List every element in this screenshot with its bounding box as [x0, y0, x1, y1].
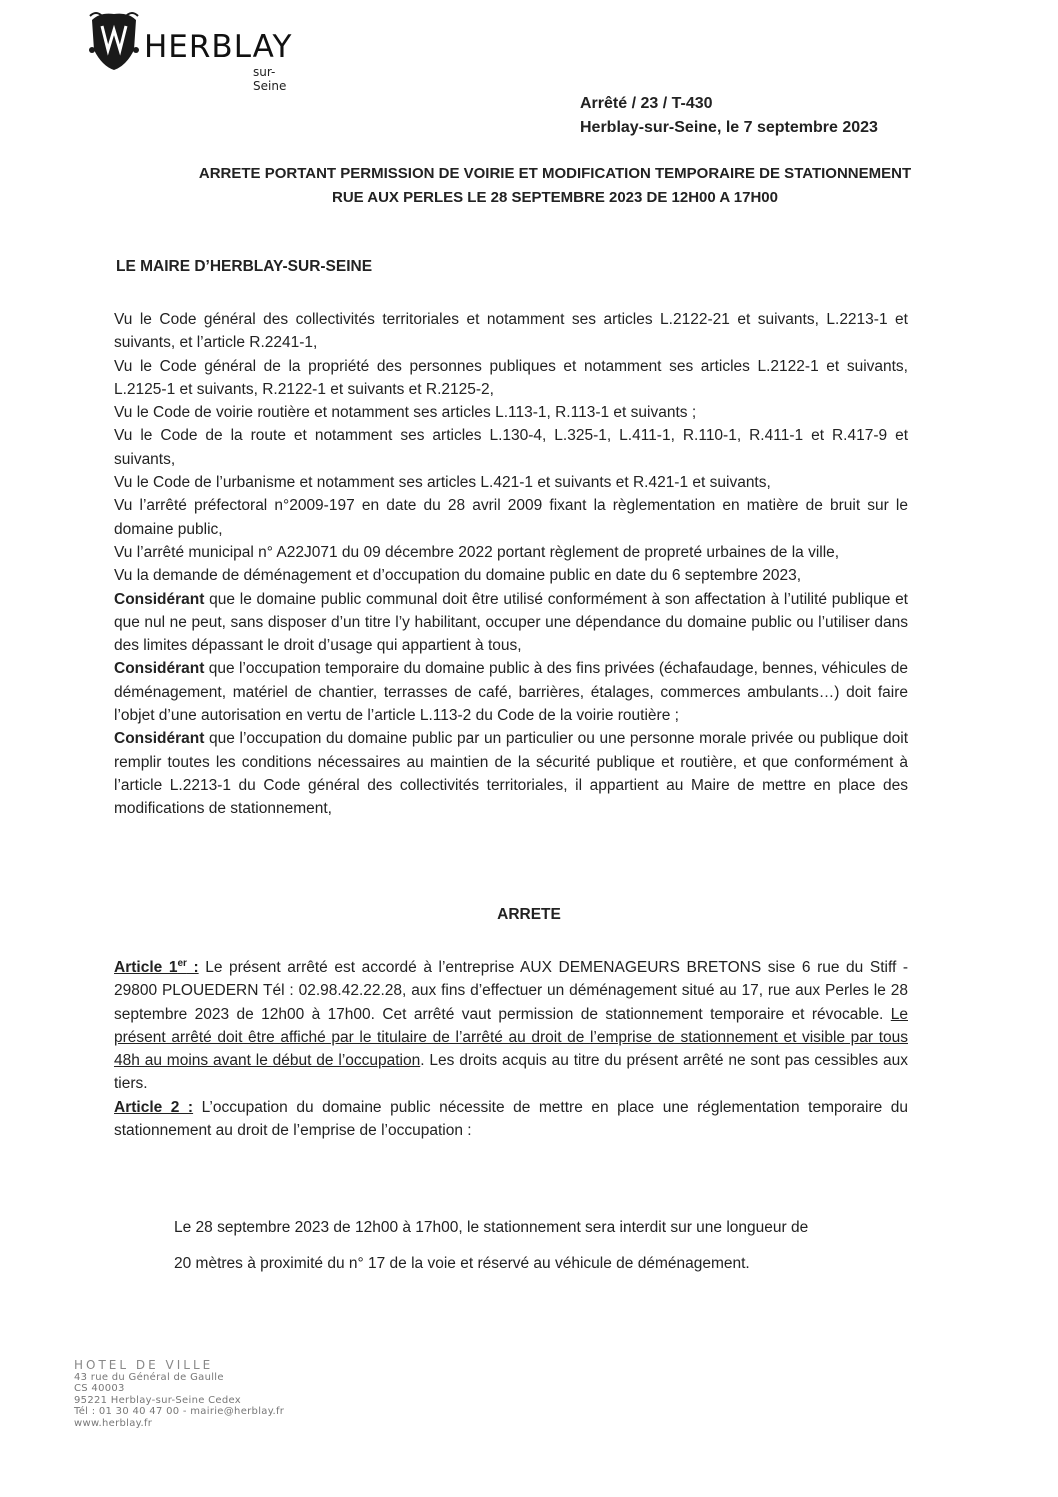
- logo-subtitle: sur-Seine: [253, 65, 287, 93]
- article-2: [114, 1096, 908, 1143]
- footer-line: 95221 Herblay-sur-Seine Cedex: [74, 1394, 242, 1406]
- visa-item: Vu le Code général des collectivités territoriales et notamment ses articles L.2122-21 et suivants, L.2213-1 et suivants, et l’article R.2241-1,: [114, 311, 908, 352]
- visa-item: Vu le Code de l’urbanisme et notamment ses articles L.421-1 et suivants et R.421-1 et suivants,: [114, 474, 771, 492]
- city-logo: [86, 10, 306, 93]
- article-1-label-colon: :: [186, 959, 199, 976]
- arrete-heading: ARRETE: [497, 906, 561, 923]
- town-hall-footer: [74, 1360, 284, 1429]
- footer-line: www.herblay.fr: [74, 1417, 153, 1429]
- footer-line: CS 40003: [74, 1383, 125, 1394]
- article-1-display-notice: Le présent arrêté doit être affiché par le titulaire de l’arrêté au droit de l’emprise de stationnement et visible par tous 48h au moins avant le début de l’occupation: [114, 1005, 908, 1070]
- article-1-label-text: Article 1: [114, 959, 178, 976]
- footer-heading: HOTEL DE VILLE: [74, 1358, 214, 1372]
- article-1: [114, 956, 908, 1096]
- considerant-item: [114, 727, 908, 820]
- considerant-item: [114, 588, 908, 658]
- articles: [114, 956, 908, 1142]
- parking-measure-line-1: Le 28 septembre 2023 de 12h00 à 17h00, le stationnement sera interdit sur une longueur de: [174, 1219, 809, 1236]
- footer-line: 43 rue du Général de Gaulle: [74, 1371, 224, 1383]
- coat-of-arms-icon: [86, 10, 142, 72]
- considerant-text: que l’occupation temporaire du domaine public à des fins privées (échafaudage, bennes, véhicules de déménagement, matériel de chantier, terrasses de café, barrières, étalages, commerces ambulants…) doit faire l’objet d’une autorisation en vertu de l’article L.113-2 du Code de la voirie routière ;: [114, 660, 908, 725]
- footer-line: Tél : 01 30 40 47 00 - mairie@herblay.fr: [74, 1406, 285, 1417]
- parking-measure-line-2: 20 mètres à proximité du n° 17 de la voie et réservé au véhicule de déménagement.: [174, 1255, 750, 1272]
- article-1-text-end: . Les droits acquis au titre du présent arrêté ne sont pas cessibles aux tiers.: [114, 1052, 908, 1093]
- title-line-2: RUE AUX PERLES LE 28 SEPTEMBRE 2023 DE 12H00 A 17H00: [331, 189, 778, 206]
- article-1-label-sup: er: [177, 957, 187, 969]
- visa-item: Vu la demande de déménagement et d’occupation du domaine public en date du 6 septembre 2023,: [114, 567, 802, 585]
- considerant-keyword: Considérant: [114, 660, 205, 678]
- visa-item: Vu le Code de la route et notamment ses articles L.130-4, L.325-1, L.411-1, R.110-1, R.411-1 et R.417-9 et suivants,: [114, 427, 908, 468]
- title-line-1: ARRETE PORTANT PERMISSION DE VOIRIE ET MODIFICATION TEMPORAIRE DE STATIONNEMENT: [198, 165, 912, 182]
- logo-wordmark: HERBLAY: [144, 29, 293, 65]
- considerant-keyword: Considérant: [114, 590, 205, 608]
- document-reference: [580, 92, 878, 140]
- visa-item: Vu le Code général de la propriété des personnes publiques et notamment ses articles L.2122-1 et suivants, L.2125-1 et suivants, R.2122-1 et suivants et R.2125-2,: [114, 357, 908, 398]
- visa-item: Vu le Code de voirie routière et notamment ses articles L.113-1, R.113-1 et suivants ;: [114, 404, 697, 422]
- article-2-text: L’occupation du domaine public nécessite de mettre en place une réglementation temporaire du stationnement au droit de l’emprise de l’occupation :: [114, 1098, 909, 1140]
- considerant-text: que le domaine public communal doit être utilisé conformément à son affectation à l’utilité publique et que nul ne peut, sans disposer d’un titre l’y habilitant, occuper une dépendance du domaine public ou l’utiliser dans des limites dépassant le droit d’usage qui appartient à tous,: [114, 590, 908, 655]
- visa-item: Vu l’arrêté préfectoral n°2009-197 en date du 28 avril 2009 fixant la règlementation en matière de bruit sur le domaine public,: [114, 497, 908, 538]
- preamble: [114, 308, 908, 821]
- considerant-keyword: Considérant: [114, 730, 205, 748]
- reference-number: Arrêté / 23 / T-430: [580, 95, 713, 112]
- mayor-heading: LE MAIRE D’HERBLAY-SUR-SEINE: [116, 258, 373, 275]
- article-1-label: [114, 959, 199, 976]
- place-and-date: Herblay-sur-Seine, le 7 septembre 2023: [580, 119, 878, 136]
- article-2-label: Article 2 :: [114, 1098, 194, 1116]
- considerant-item: [114, 657, 908, 727]
- article-1-text: Le présent arrêté est accordé à l’entreprise AUX DEMENAGEURS BRETONS sise 6 rue du Stiff - 29800 PLOUEDERN Tél : 02.98.42.22.28, aux fins d’effectuer un déménagement situé au 17, rue aux Perles le 28 septembre 2023 de 12h00 à 17h00. Cet arrêté vaut permission de stationnement temporaire et révocable.: [114, 959, 909, 1023]
- visa-item: Vu l’arrêté municipal n° A22J071 du 09 décembre 2022 portant règlement de propreté urbaines de la ville,: [114, 543, 840, 561]
- considerant-text: que l’occupation du domaine public par un particulier ou une personne morale privée ou publique doit remplir toutes les conditions nécessaires au maintien de la sécurité publique et routière, et que conformément à l’article L.2213-1 du Code général des collectivités territoriales, il appartient au Maire de mettre en place des modifications de stationnement,: [114, 730, 908, 818]
- document-title: [100, 162, 1010, 210]
